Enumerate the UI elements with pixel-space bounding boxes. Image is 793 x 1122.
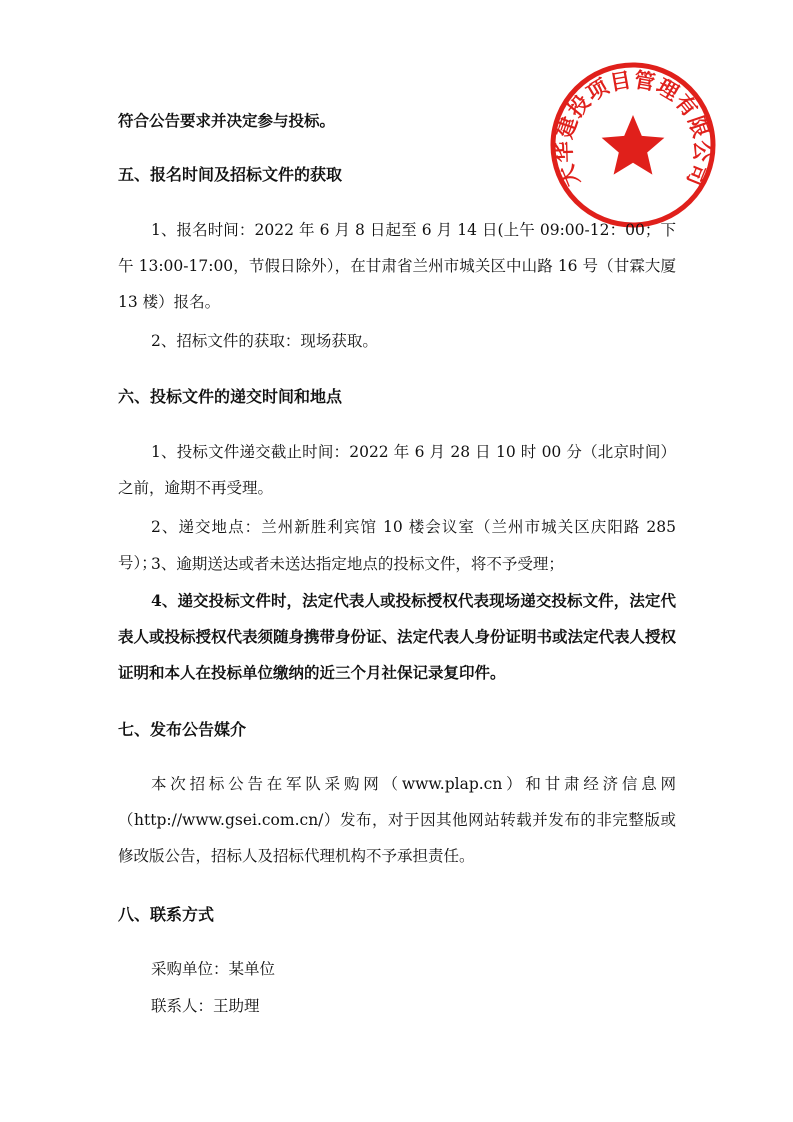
section-heading-8: 八、联系方式	[118, 905, 215, 924]
submission-deadline-paragraph: 1、投标文件递交截止时间：2022 年 6 月 28 日 10 时 00 分（北京时间）之前，逾期不再受理。	[118, 443, 676, 497]
contact-person-line: 联系人：王助理	[151, 997, 260, 1015]
purchaser-line: 采购单位：某单位	[151, 960, 276, 978]
company-seal	[548, 60, 718, 230]
submission-location-paragraph: 2、递交地点：兰州新胜利宾馆 10 楼会议室（兰州市城关区庆阳路 285 号）；	[118, 518, 676, 572]
document-acquisition-paragraph: 2、招标文件的获取：现场获取。	[151, 332, 378, 350]
representative-requirement-paragraph: 4、递交投标文件时，法定代表人或投标授权代表现场递交投标文件，法定代表人或投标授权代表须随身携带身份证、法定代表人身份证明书或法定代表人授权证明和本人在投标单位缴纳的近三个月社保记录复印件。	[118, 591, 677, 682]
seal-text: 大华建投项目管理有限公司	[551, 67, 715, 191]
section-heading-6: 六、投标文件的递交时间和地点	[118, 387, 343, 406]
section-heading-7: 七、发布公告媒介	[118, 720, 247, 739]
registration-time-paragraph: 1、报名时间：2022 年 6 月 8 日起至 6 月 14 日(上午 09:00-12：00；下午 13:00-17:00，节假日除外），在甘肃省兰州市城关区中山路 16 号（甘霖大厦 13 楼）报名。	[118, 221, 676, 311]
text-line-compliance: 符合公告要求并决定参与投标。	[118, 111, 336, 130]
section-heading-5: 五、报名时间及招标文件的获取	[118, 165, 343, 184]
late-submission-paragraph: 3、逾期送达或者未送达指定地点的投标文件，将不予受理；	[151, 555, 564, 573]
media-paragraph: 本次招标公告在军队采购网（www.plap.cn）和甘肃经济信息网（http://www.gsei.com.cn/）发布，对于因其他网站转载并发布的非完整版或修改版公告，招标人及招标代理机构不予承担责任。	[118, 775, 676, 865]
